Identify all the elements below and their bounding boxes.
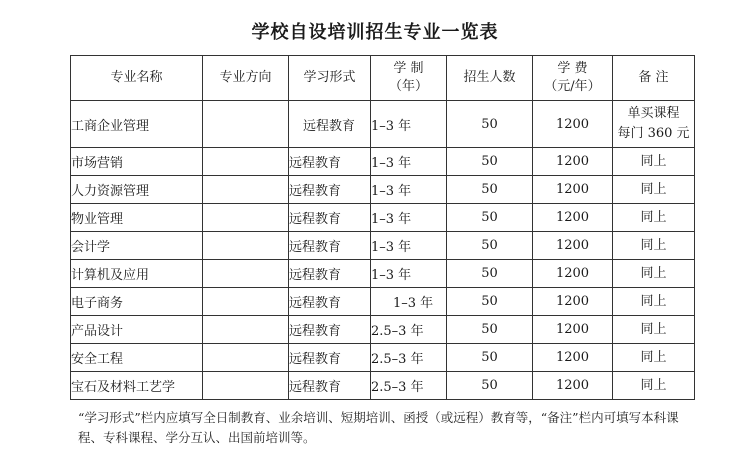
- cell-note: 同上: [613, 372, 695, 400]
- cell-name: 电子商务: [71, 288, 203, 316]
- cell-enroll: 50: [447, 260, 533, 288]
- cell-note: 同上: [613, 232, 695, 260]
- cell-enroll: 50: [447, 101, 533, 148]
- cell-fee: 1200: [533, 316, 613, 344]
- header-fee-unit: （元/年）: [544, 79, 601, 94]
- note-line-1: 单买课程: [627, 106, 680, 121]
- cell-form: 远程教育: [289, 148, 371, 176]
- cell-duration: 1–3 年: [371, 204, 447, 232]
- table-row: [71, 204, 695, 232]
- cell-direction: [203, 372, 289, 400]
- header-direction: 专业方向: [203, 56, 289, 101]
- cell-name: 人力资源管理: [71, 176, 203, 204]
- cell-fee: 1200: [533, 344, 613, 372]
- cell-direction: [203, 316, 289, 344]
- table-row: [71, 344, 695, 372]
- cell-duration: 1–3 年: [371, 232, 447, 260]
- cell-form: 远程教育: [289, 204, 371, 232]
- cell-form: 远程教育: [289, 232, 371, 260]
- header-form: 学习形式: [289, 56, 371, 101]
- cell-duration: 1–3 年: [371, 101, 447, 148]
- cell-name: 工商企业管理: [71, 101, 203, 148]
- header-duration: [371, 56, 447, 101]
- cell-name: 会计学: [71, 232, 203, 260]
- cell-enroll: 50: [447, 148, 533, 176]
- cell-fee: 1200: [533, 148, 613, 176]
- cell-direction: [203, 148, 289, 176]
- page-title: 学校自设培训招生专业一览表: [251, 22, 499, 43]
- cell-fee: 1200: [533, 101, 613, 148]
- footnote: “学习形式”栏内应填写全日制教育、业余培训、短期培训、函授（或远程）教育等，“备注”栏内可填写本科课程、专科课程、学分互认、出国前培训等。: [78, 410, 679, 445]
- header-duration-label: 学 制: [393, 61, 424, 76]
- cell-fee: 1200: [533, 260, 613, 288]
- cell-fee: 1200: [533, 204, 613, 232]
- cell-form: 远程教育: [289, 101, 371, 148]
- enrollment-table: [70, 55, 695, 400]
- cell-direction: [203, 101, 289, 148]
- cell-fee: 1200: [533, 176, 613, 204]
- header-fee-label: 学 费: [557, 61, 588, 76]
- cell-name: 计算机及应用: [71, 260, 203, 288]
- cell-form: 远程教育: [289, 260, 371, 288]
- cell-direction: [203, 232, 289, 260]
- cell-note: [613, 101, 695, 148]
- header-fee: [533, 56, 613, 101]
- cell-note: 同上: [613, 260, 695, 288]
- note-line-2: 每门 360 元: [617, 126, 690, 141]
- cell-form: 远程教育: [289, 372, 371, 400]
- cell-name: 市场营销: [71, 148, 203, 176]
- header-note: 备 注: [613, 56, 695, 101]
- cell-enroll: 50: [447, 316, 533, 344]
- table-row: [71, 288, 695, 316]
- cell-enroll: 50: [447, 204, 533, 232]
- cell-form: 远程教育: [289, 288, 371, 316]
- cell-duration: 1–3 年: [371, 148, 447, 176]
- cell-direction: [203, 260, 289, 288]
- cell-fee: 1200: [533, 232, 613, 260]
- cell-duration: 2.5–3 年: [371, 372, 447, 400]
- cell-name: 物业管理: [71, 204, 203, 232]
- table-row: [71, 101, 695, 148]
- cell-duration: 1–3 年: [371, 260, 447, 288]
- cell-duration: 1–3 年: [371, 288, 447, 316]
- cell-enroll: 50: [447, 288, 533, 316]
- cell-duration: 1–3 年: [371, 176, 447, 204]
- cell-duration: 2.5–3 年: [371, 344, 447, 372]
- cell-enroll: 50: [447, 232, 533, 260]
- cell-name: 安全工程: [71, 344, 203, 372]
- table-header-row: [71, 56, 695, 101]
- cell-direction: [203, 344, 289, 372]
- cell-fee: 1200: [533, 372, 613, 400]
- cell-duration: 2.5–3 年: [371, 316, 447, 344]
- cell-form: 远程教育: [289, 344, 371, 372]
- table-row: [71, 316, 695, 344]
- cell-direction: [203, 204, 289, 232]
- table-row: [71, 260, 695, 288]
- cell-name: 产品设计: [71, 316, 203, 344]
- cell-direction: [203, 176, 289, 204]
- cell-fee: 1200: [533, 288, 613, 316]
- cell-note: 同上: [613, 204, 695, 232]
- cell-enroll: 50: [447, 176, 533, 204]
- cell-note: 同上: [613, 344, 695, 372]
- header-enroll: 招生人数: [447, 56, 533, 101]
- cell-note: 同上: [613, 316, 695, 344]
- header-duration-unit: （年）: [388, 79, 428, 94]
- cell-enroll: 50: [447, 372, 533, 400]
- table-row: [71, 232, 695, 260]
- cell-note: 同上: [613, 288, 695, 316]
- table-row: [71, 176, 695, 204]
- table-row: [71, 148, 695, 176]
- cell-note: 同上: [613, 148, 695, 176]
- header-name: 专业名称: [71, 56, 203, 101]
- cell-name: 宝石及材料工艺学: [71, 372, 203, 400]
- cell-form: 远程教育: [289, 176, 371, 204]
- cell-form: 远程教育: [289, 316, 371, 344]
- cell-note: 同上: [613, 176, 695, 204]
- cell-direction: [203, 288, 289, 316]
- cell-enroll: 50: [447, 344, 533, 372]
- table-row: [71, 372, 695, 400]
